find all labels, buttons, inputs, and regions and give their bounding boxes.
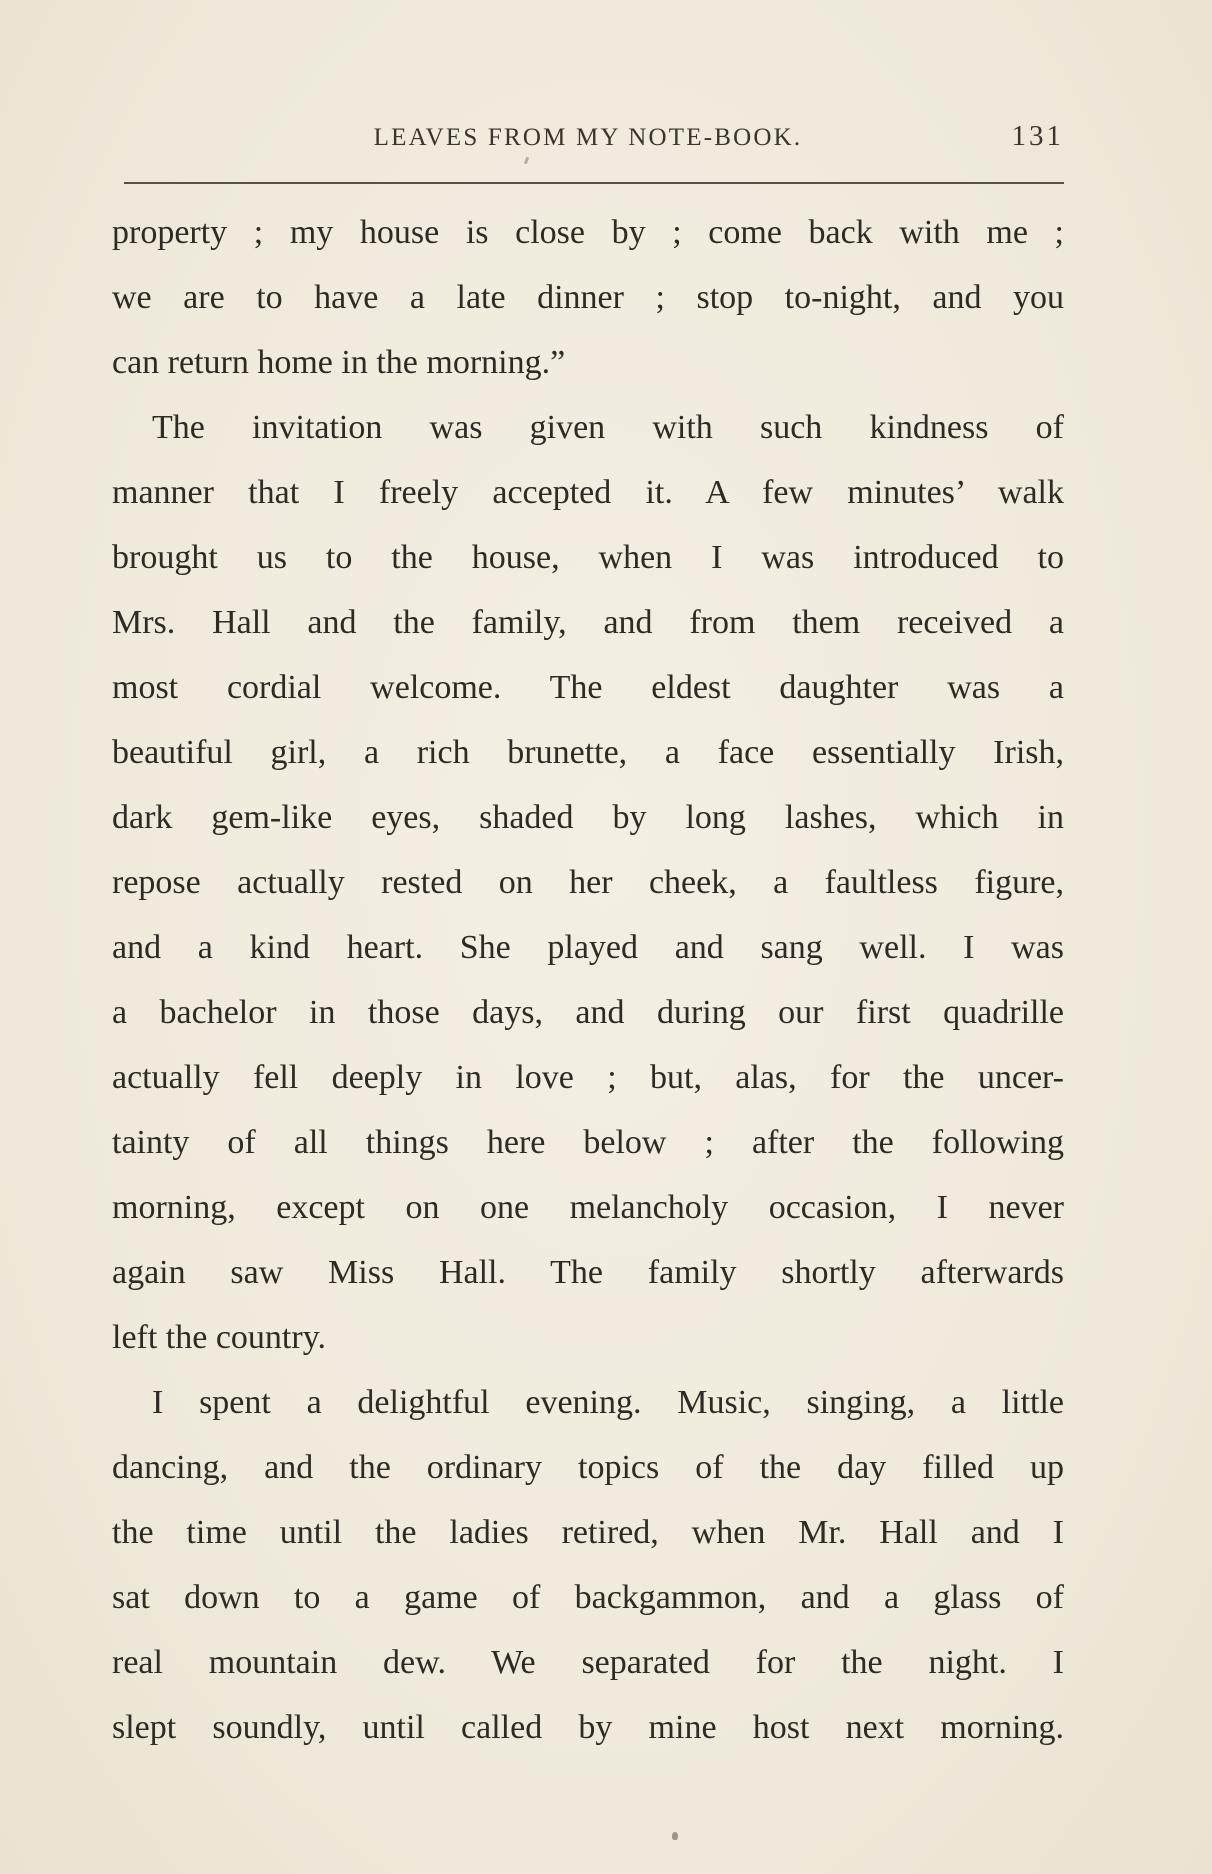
text-line: left the country. [112, 1319, 326, 1356]
text-line: repose actually rested on her cheek, a faultless figure, [112, 864, 1064, 901]
text-line: dark gem-like eyes, shaded by long lashes, which in [112, 799, 1064, 836]
text-line: dancing, and the ordinary topics of the day filled up [112, 1449, 1064, 1486]
running-title: LEAVES FROM MY NOTE-BOOK. [373, 124, 803, 151]
text-line: a bachelor in those days, and during our first quadrille [112, 994, 1064, 1031]
text-line: and a kind heart. She played and sang well. I was [112, 929, 1064, 966]
text-line: The invitation was given with such kindness of [152, 409, 1064, 446]
text-line: the time until the ladies retired, when Mr. Hall and I [112, 1514, 1064, 1551]
text-line: I spent a delightful evening. Music, singing, a little [152, 1384, 1064, 1421]
text-line: Mrs. Hall and the family, and from them received a [112, 604, 1064, 641]
text-line: actually fell deeply in love ; but, alas, for the uncer- [112, 1059, 1064, 1096]
page-number: 131 [1011, 120, 1064, 152]
text-line: brought us to the house, when I was introduced to [112, 539, 1064, 576]
ink-speck [524, 157, 529, 165]
running-head [112, 120, 1064, 160]
text-line: most cordial welcome. The eldest daughter was a [112, 669, 1064, 706]
text-line: can return home in the morning.” [112, 344, 566, 381]
text-line: morning, except on one melancholy occasion, I never [112, 1189, 1064, 1226]
header-rule [124, 182, 1064, 184]
text-line: beautiful girl, a rich brunette, a face essentially Irish, [112, 734, 1064, 771]
text-line: manner that I freely accepted it. A few minutes’ walk [112, 474, 1064, 511]
text-line: we are to have a late dinner ; stop to-night, and you [112, 279, 1064, 316]
text-line: property ; my house is close by ; come back with me ; [112, 214, 1064, 251]
text-line: tainty of all things here below ; after the following [112, 1124, 1064, 1161]
body-text [112, 200, 1064, 1760]
text-line: sat down to a game of backgammon, and a glass of [112, 1579, 1064, 1616]
text-line: real mountain dew. We separated for the night. I [112, 1644, 1064, 1681]
text-line: again saw Miss Hall. The family shortly afterwards [112, 1254, 1064, 1291]
ink-speck [672, 1832, 678, 1840]
text-line: slept soundly, until called by mine host next morning. [112, 1709, 1064, 1746]
